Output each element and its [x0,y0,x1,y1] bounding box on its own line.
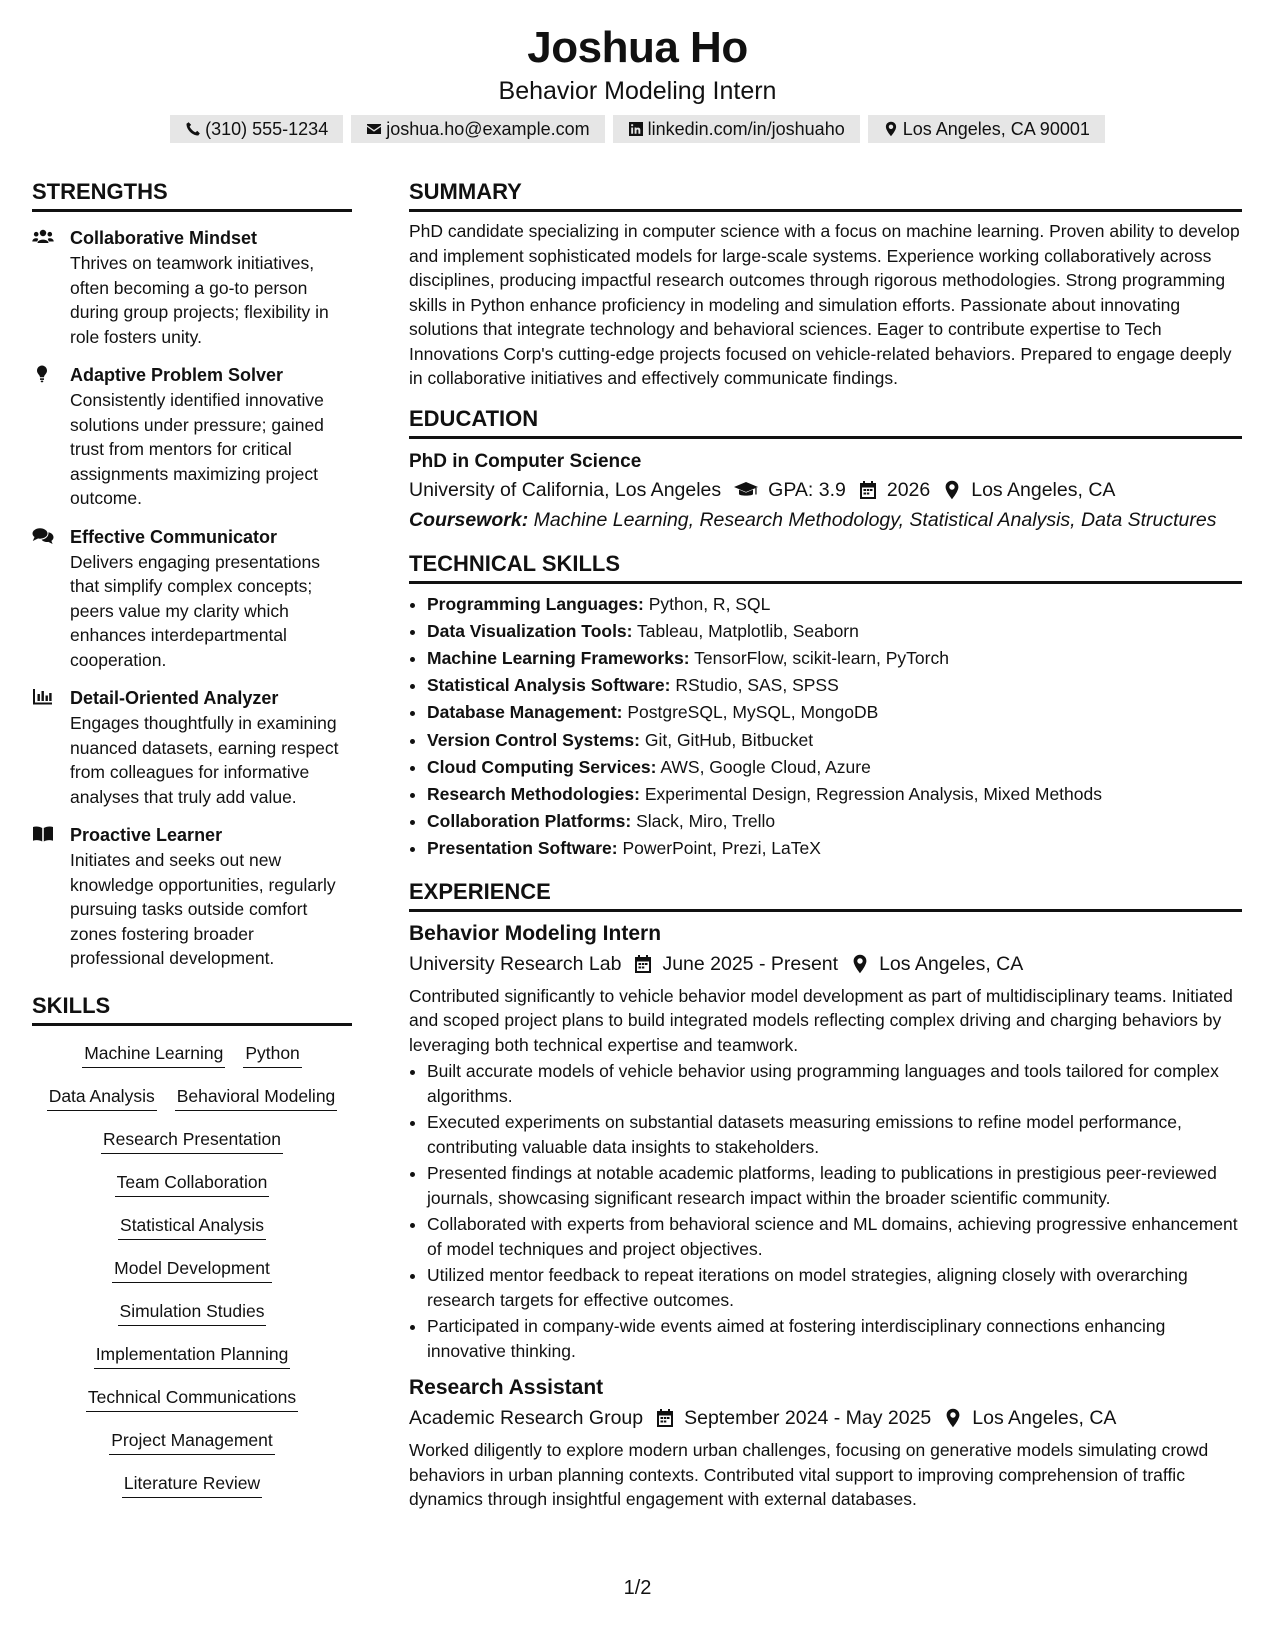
technical-skill-label: Statistical Analysis Software: [427,675,671,696]
strength-title: Proactive Learner [70,825,223,845]
school-name: University of California, Los Angeles [409,478,722,501]
strength-item [32,362,352,511]
education-meta [409,475,1242,505]
technical-skill-value: PostgreSQL, MySQL, MongoDB [627,702,879,723]
technical-skill-value: Python, R, SQL [648,593,771,614]
technical-skill-item [427,645,1242,672]
phone-icon [185,121,201,137]
technical-skill-item [427,672,1242,699]
coursework [409,505,1242,535]
job-bullets [409,1059,1242,1363]
job-title: Research Assistant [409,1376,604,1400]
technical-skill-value: RStudio, SAS, SPSS [675,675,839,696]
strength-item [32,524,352,673]
candidate-title: Behavior Modeling Intern [498,77,777,105]
technical-skill-label: Presentation Software: [427,838,618,859]
job-entry [409,919,1242,1364]
experience-heading: EXPERIENCE [409,877,1242,912]
job-description: Contributed significantly to vehicle behavior model development as part of multidisciplinary teams. Initiated and scoped project plans to build integrated models reflecting complex driving and charging behaviors by leveraging both technical expertise and teamwork. [409,985,1233,1055]
technical-skill-item [427,754,1242,781]
skill-tag: Research Presentation [101,1126,283,1154]
technical-skill-label: Machine Learning Frameworks: [427,647,690,668]
lightbulb-icon [32,365,54,383]
job-bullet: • Participated in company-wide events aimed at fostering interdisciplinary connections enhancing innovative thinking. [427,1314,1242,1363]
book-icon [32,825,54,843]
strength-title: Detail-Oriented Analyzer [70,688,279,708]
skill-tag: Behavioral Modeling [175,1083,338,1111]
calendar-icon [858,480,878,500]
job-location: Los Angeles, CA [879,952,1024,975]
calendar-icon [633,954,653,974]
skill-tag: Statistical Analysis [118,1212,266,1240]
job-organization: University Research Lab [409,952,622,975]
resume-header [0,22,1275,143]
coursework-list: Machine Learning, Research Methodology, Statistical Analysis, Data Structures [533,508,1217,531]
strength-item [32,822,352,971]
technical-skills-heading: TECHNICAL SKILLS [409,549,1242,584]
email-text: joshua.ho@example.com [386,118,590,139]
contact-bar [0,115,1275,143]
skill-tag: Simulation Studies [118,1298,267,1326]
coursework-label: Coursework: [409,508,529,531]
strength-title: Adaptive Problem Solver [70,365,284,385]
linkedin-text: linkedin.com/in/joshuaho [647,118,845,139]
technical-skill-label: Collaboration Platforms: [427,811,632,832]
skill-tag: Data Analysis [47,1083,157,1111]
job-bullet: • Collaborated with experts from behavioral science and ML domains, achieving progressive enhancement of model techniques and project objectives. [427,1212,1242,1261]
technical-skill-value: AWS, Google Cloud, Azure [660,756,871,777]
users-icon [32,228,54,246]
education-heading: EDUCATION [409,404,1242,439]
skill-tag: Literature Review [122,1470,262,1498]
job-bullet: • Executed experiments on substantial datasets measuring emissions to refine model performance, contributing valuable data insights to stakeholders. [427,1110,1242,1159]
skill-tag: Python [243,1040,301,1068]
calendar-icon [655,1408,675,1428]
job-location: Los Angeles, CA [972,1407,1117,1430]
degree-title: PhD in Computer Science [409,450,642,472]
job-meta [409,1403,1242,1433]
strength-title: Effective Communicator [70,526,278,547]
technical-skill-label: Version Control Systems: [427,729,640,750]
technical-skill-value: Git, GitHub, Bitbucket [644,729,814,750]
contact-linkedin[interactable] [613,115,860,143]
strength-description: Consistently identified innovative solutions under pressure; gained trust from mentors for critical assignments maximizing project outcome. [70,390,324,508]
job-dates: September 2024 - May 2025 [684,1407,932,1430]
strength-item [32,685,352,809]
technical-skills-list [409,591,1242,863]
strength-title: Collaborative Mindset [70,228,258,248]
page-number: 1/2 [623,1577,652,1599]
technical-skill-item [427,781,1242,808]
strength-item [32,225,352,349]
contact-email[interactable] [351,115,604,143]
job-organization: Academic Research Group [409,1407,644,1430]
right-column [409,177,1242,1512]
technical-skill-value: PowerPoint, Prezi, LaTeX [622,838,821,859]
contact-phone [170,115,343,143]
technical-skill-value: Experimental Design, Regression Analysis, Mixed Methods [644,783,1102,804]
skill-tag: Machine Learning [82,1040,225,1068]
strengths-heading: STRENGTHS [32,177,352,212]
phone-text: (310) 555-1234 [205,118,329,139]
contact-location [868,115,1105,143]
technical-skill-label: Programming Languages: [427,593,644,614]
job-dates: June 2025 - Present [662,952,839,975]
summary-heading: SUMMARY [409,177,1242,212]
bar-chart-icon [32,688,54,706]
candidate-name: Joshua Ho [527,23,748,72]
envelope-icon [366,121,382,137]
education-location: Los Angeles, CA [971,478,1116,501]
skill-tag: Implementation Planning [94,1341,291,1369]
location-text: Los Angeles, CA 90001 [902,118,1090,139]
skill-tag: Technical Communications [86,1384,298,1412]
map-marker-icon [943,1408,963,1428]
technical-skill-item [427,699,1242,726]
skill-tag: Model Development [112,1255,272,1283]
summary-text: PhD candidate specializing in computer science with a focus on machine learning. Proven ability to develop and implement sophisticated models for large-scale systems. Experience working collaboratively across disciplines, producing impactful research outcomes through rigorous methodologies. Strong programming skills in Python enhance proficiency in modeling and simulation efforts. Passionate about innovating solutions that integrate technology and behavioral sciences. Eager to contribute expertise to Tech Innovations Corp's cutting-edge projects focused on vehicle-related behaviors. Prepared to engage deeply in collaborative initiatives and effectively communicate findings. [409,221,1240,388]
technical-skill-value: Slack, Miro, Trello [636,811,776,832]
job-entry [409,1373,1242,1512]
technical-skill-label: Data Visualization Tools: [427,620,633,641]
technical-skill-value: Tableau, Matplotlib, Seaborn [637,620,859,641]
technical-skill-label: Research Methodologies: [427,783,640,804]
technical-skill-item [427,808,1242,835]
technical-skill-item [427,618,1242,645]
strength-description: Engages thoughtfully in examining nuanced datasets, earning respect from colleagues for informative analyses that truly add value. [70,713,339,807]
skills-list [32,1040,352,1498]
job-bullet: • Built accurate models of vehicle behavior using programming languages and tools tailored for complex algorithms. [427,1059,1242,1108]
linkedin-icon [628,121,644,137]
skill-tag: Team Collaboration [115,1169,270,1197]
map-marker-icon [942,480,962,500]
map-marker-icon [883,121,899,137]
technical-skill-label: Database Management: [427,702,623,723]
technical-skill-value: TensorFlow, scikit-learn, PyTorch [694,647,949,668]
technical-skill-item [427,591,1242,618]
left-column [32,177,352,1498]
graduation-cap-icon [733,480,759,500]
job-description: Worked diligently to explore modern urban challenges, focusing on generative models simulating crowd behaviors in urban planning contexts. Contributed vital support to improving comprehension of traffic dynamics through insightful engagement with external databases. [409,1440,1209,1510]
job-bullet: • Presented findings at notable academic platforms, leading to publications in prestigious peer-reviewed journals, showcasing significant research impact within the broader scientific community. [427,1161,1242,1210]
comments-icon [32,527,54,545]
job-bullet: • Utilized mentor feedback to repeat iterations on model strategies, aligning closely with overarching research targets for effective outcomes. [427,1263,1242,1312]
gpa-text: GPA: 3.9 [768,478,846,501]
strength-description: Delivers engaging presentations that simplify complex concepts; peers value my clarity which enhances interdepartmental cooperation. [70,551,321,670]
strength-description: Initiates and seeks out new knowledge opportunities, regularly pursuing tasks outside comfort zones fostering broader professional development. [70,850,336,968]
map-marker-icon [850,954,870,974]
graduation-year: 2026 [886,478,931,501]
technical-skill-label: Cloud Computing Services: [427,756,657,777]
technical-skill-item [427,727,1242,754]
skill-tag: Project Management [109,1427,274,1455]
strength-description: Thrives on teamwork initiatives, often becoming a go-to person during group projects; flexibility in role fosters unity. [70,253,329,347]
job-meta [409,949,1242,979]
job-title: Behavior Modeling Intern [409,921,662,945]
skills-heading: SKILLS [32,991,352,1026]
technical-skill-item [427,835,1242,862]
